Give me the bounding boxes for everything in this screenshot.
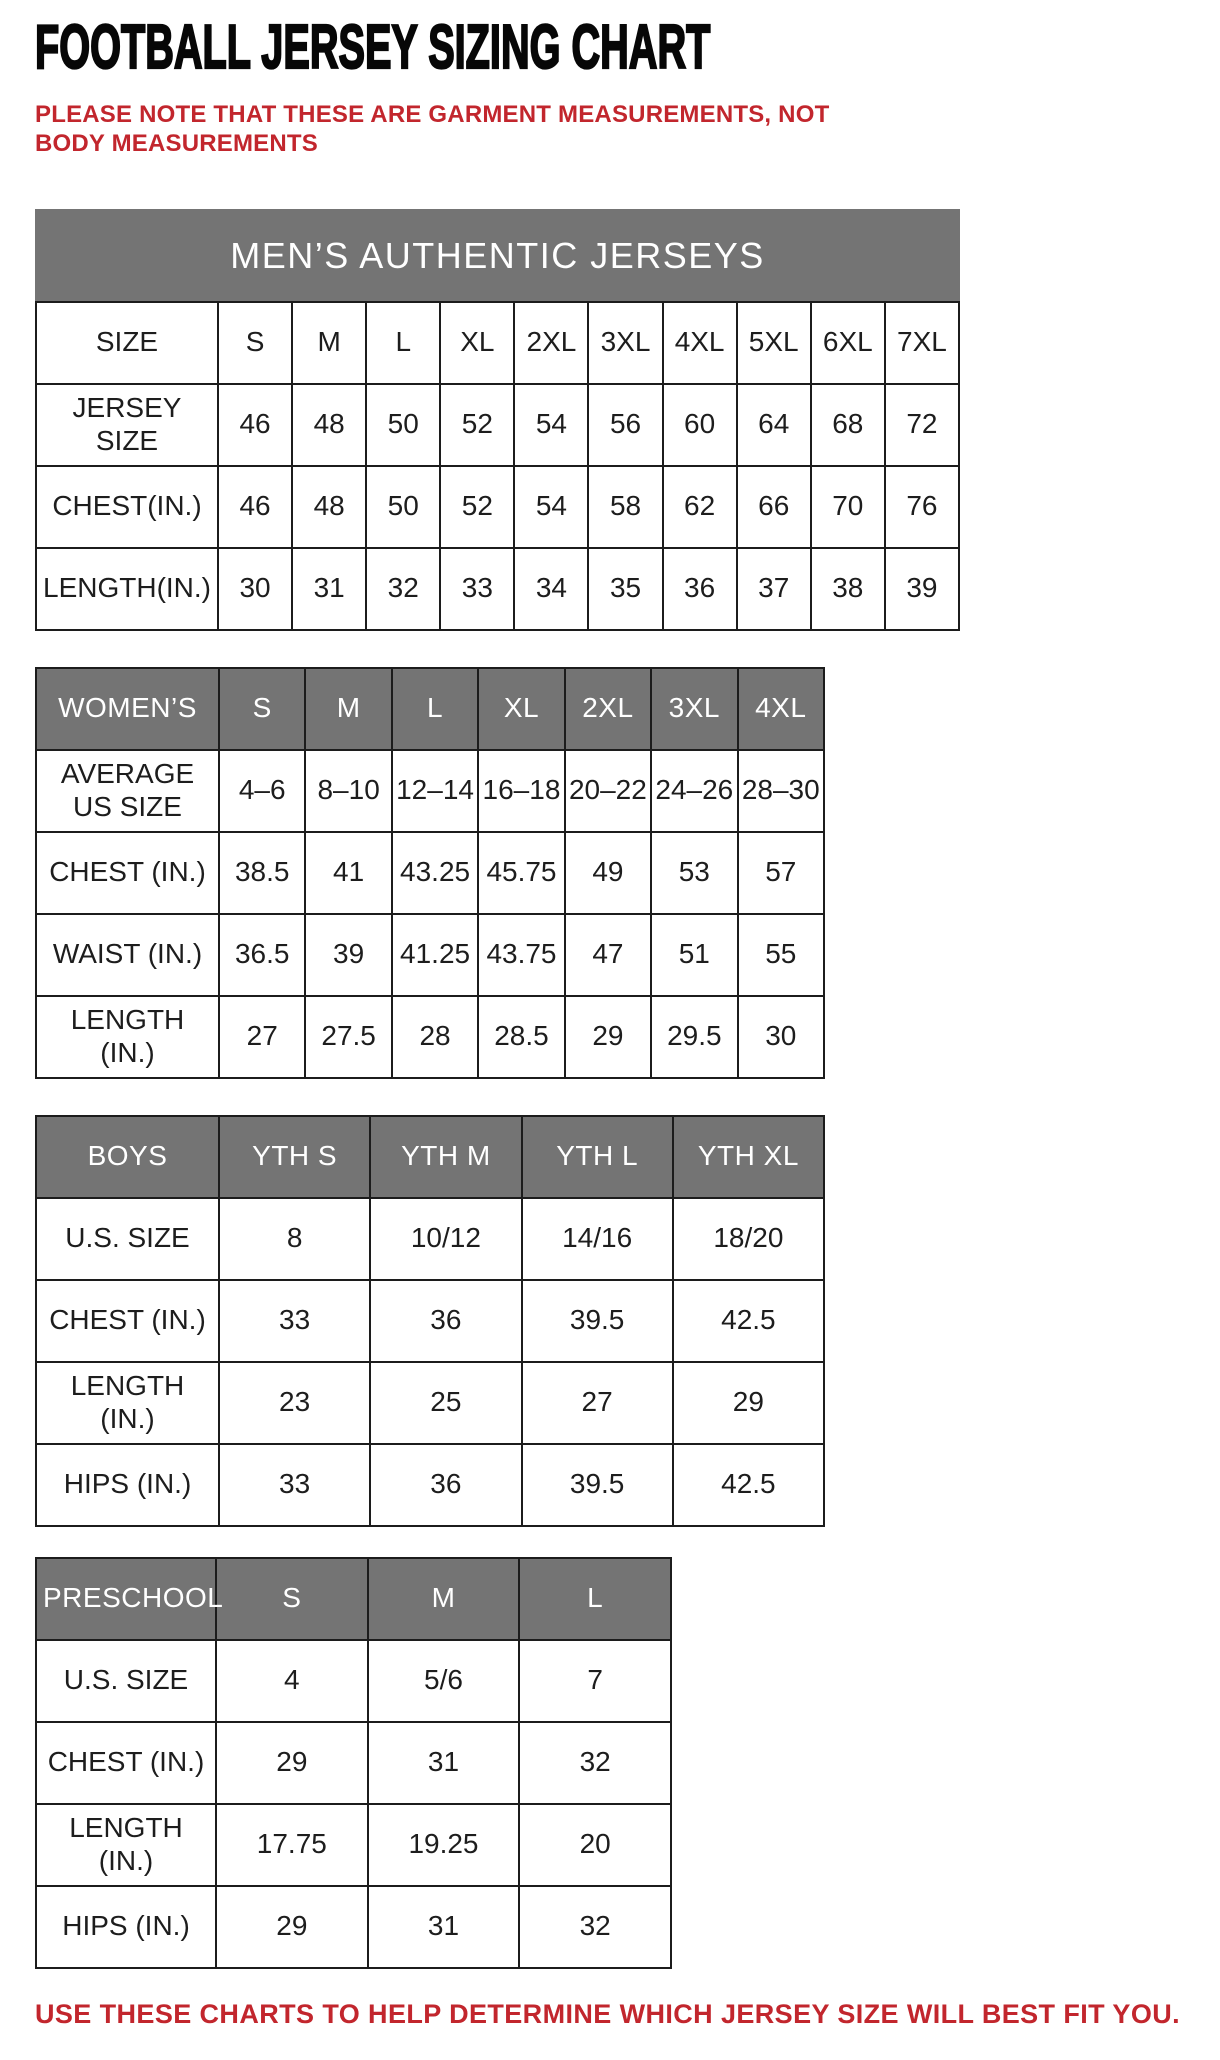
size-header-cell: 2XL bbox=[514, 302, 588, 384]
value-cell: 18/20 bbox=[673, 1198, 824, 1280]
mens-authentic-jerseys-table bbox=[35, 209, 960, 631]
page-title bbox=[35, 13, 1185, 82]
size-header-cell: 7XL bbox=[885, 302, 959, 384]
value-cell: 76 bbox=[885, 466, 959, 548]
value-cell: 29 bbox=[673, 1362, 824, 1444]
value-cell: 49 bbox=[565, 832, 651, 914]
boys-hips-row bbox=[36, 1444, 824, 1526]
value-cell: 54 bbox=[514, 466, 588, 548]
mens-size-row bbox=[36, 302, 959, 384]
size-header-cell: 5XL bbox=[737, 302, 811, 384]
value-cell: 27 bbox=[522, 1362, 673, 1444]
value-cell: 5/6 bbox=[368, 1640, 520, 1722]
value-cell: 57 bbox=[738, 832, 824, 914]
row-label: HIPS (IN.) bbox=[36, 1886, 216, 1968]
value-cell: 4–6 bbox=[219, 750, 305, 832]
size-header-cell: M bbox=[305, 668, 391, 750]
size-header-cell: XL bbox=[440, 302, 514, 384]
womens-header-row bbox=[36, 668, 824, 750]
value-cell: 33 bbox=[219, 1280, 370, 1362]
value-cell: 52 bbox=[440, 466, 514, 548]
preschool-us-size-row bbox=[36, 1640, 671, 1722]
page-title-text: FOOTBALL JERSEY SIZING CHART bbox=[35, 13, 711, 82]
mens-jersey-size-row bbox=[36, 384, 959, 466]
value-cell: 39.5 bbox=[522, 1444, 673, 1526]
value-cell: 32 bbox=[519, 1722, 671, 1804]
size-header-cell: YTH L bbox=[522, 1116, 673, 1198]
mens-banner-row bbox=[36, 210, 959, 302]
value-cell: 60 bbox=[663, 384, 737, 466]
value-cell: 47 bbox=[565, 914, 651, 996]
value-cell: 31 bbox=[292, 548, 366, 630]
value-cell: 62 bbox=[663, 466, 737, 548]
value-cell: 45.75 bbox=[478, 832, 564, 914]
value-cell: 41 bbox=[305, 832, 391, 914]
value-cell: 39.5 bbox=[522, 1280, 673, 1362]
boys-us-size-row bbox=[36, 1198, 824, 1280]
value-cell: 16–18 bbox=[478, 750, 564, 832]
size-header-cell: 3XL bbox=[588, 302, 662, 384]
value-cell: 25 bbox=[370, 1362, 521, 1444]
preschool-hips-row bbox=[36, 1886, 671, 1968]
size-header-cell: L bbox=[366, 302, 440, 384]
size-header-cell: M bbox=[292, 302, 366, 384]
value-cell: 35 bbox=[588, 548, 662, 630]
row-label: U.S. SIZE bbox=[36, 1198, 219, 1280]
boys-header-row bbox=[36, 1116, 824, 1198]
row-label: SIZE bbox=[36, 302, 218, 384]
size-header-cell: L bbox=[519, 1558, 671, 1640]
value-cell: 27 bbox=[219, 996, 305, 1078]
size-header-cell: 4XL bbox=[663, 302, 737, 384]
size-header-cell: YTH M bbox=[370, 1116, 521, 1198]
value-cell: 43.75 bbox=[478, 914, 564, 996]
value-cell: 31 bbox=[368, 1886, 520, 1968]
value-cell: 39 bbox=[305, 914, 391, 996]
value-cell: 50 bbox=[366, 384, 440, 466]
value-cell: 32 bbox=[519, 1886, 671, 1968]
value-cell: 42.5 bbox=[673, 1444, 824, 1526]
row-label: HIPS (IN.) bbox=[36, 1444, 219, 1526]
size-header-cell: YTH S bbox=[219, 1116, 370, 1198]
mens-chest-row bbox=[36, 466, 959, 548]
row-label: CHEST (IN.) bbox=[36, 832, 219, 914]
value-cell: 66 bbox=[737, 466, 811, 548]
value-cell: 41.25 bbox=[392, 914, 478, 996]
value-cell: 37 bbox=[737, 548, 811, 630]
size-header-cell: YTH XL bbox=[673, 1116, 824, 1198]
value-cell: 4 bbox=[216, 1640, 368, 1722]
value-cell: 31 bbox=[368, 1722, 520, 1804]
preschool-header-row bbox=[36, 1558, 671, 1640]
row-label: U.S. SIZE bbox=[36, 1640, 216, 1722]
row-label: CHEST(IN.) bbox=[36, 466, 218, 548]
value-cell: 14/16 bbox=[522, 1198, 673, 1280]
value-cell: 42.5 bbox=[673, 1280, 824, 1362]
value-cell: 36.5 bbox=[219, 914, 305, 996]
value-cell: 8–10 bbox=[305, 750, 391, 832]
boys-length-row bbox=[36, 1362, 824, 1444]
preschool-length-row bbox=[36, 1804, 671, 1886]
row-label: JERSEY SIZE bbox=[36, 384, 218, 466]
value-cell: 39 bbox=[885, 548, 959, 630]
value-cell: 46 bbox=[218, 384, 292, 466]
footer-note: USE THESE CHARTS TO HELP DETERMINE WHICH JERSEY SIZE WILL BEST FIT YOU. bbox=[35, 1998, 1181, 2029]
row-label: CHEST (IN.) bbox=[36, 1280, 219, 1362]
value-cell: 56 bbox=[588, 384, 662, 466]
value-cell: 54 bbox=[514, 384, 588, 466]
value-cell: 58 bbox=[588, 466, 662, 548]
boys-table-title: BOYS bbox=[36, 1116, 219, 1198]
value-cell: 20 bbox=[519, 1804, 671, 1886]
value-cell: 55 bbox=[738, 914, 824, 996]
value-cell: 8 bbox=[219, 1198, 370, 1280]
row-label: AVERAGE US SIZE bbox=[36, 750, 219, 832]
value-cell: 12–14 bbox=[392, 750, 478, 832]
value-cell: 64 bbox=[737, 384, 811, 466]
value-cell: 24–26 bbox=[651, 750, 737, 832]
value-cell: 50 bbox=[366, 466, 440, 548]
womens-table bbox=[35, 667, 825, 1079]
value-cell: 53 bbox=[651, 832, 737, 914]
value-cell: 52 bbox=[440, 384, 514, 466]
value-cell: 7 bbox=[519, 1640, 671, 1722]
row-label: LENGTH (IN.) bbox=[36, 996, 219, 1078]
row-label: WAIST (IN.) bbox=[36, 914, 219, 996]
womens-chest-row bbox=[36, 832, 824, 914]
value-cell: 51 bbox=[651, 914, 737, 996]
size-header-cell: 4XL bbox=[738, 668, 824, 750]
size-header-cell: 3XL bbox=[651, 668, 737, 750]
value-cell: 72 bbox=[885, 384, 959, 466]
value-cell: 33 bbox=[219, 1444, 370, 1526]
womens-table-title: WOMEN’S bbox=[36, 668, 219, 750]
value-cell: 68 bbox=[811, 384, 885, 466]
value-cell: 36 bbox=[663, 548, 737, 630]
size-header-cell: S bbox=[216, 1558, 368, 1640]
row-label: CHEST (IN.) bbox=[36, 1722, 216, 1804]
preschool-chest-row bbox=[36, 1722, 671, 1804]
value-cell: 43.25 bbox=[392, 832, 478, 914]
value-cell: 23 bbox=[219, 1362, 370, 1444]
value-cell: 17.75 bbox=[216, 1804, 368, 1886]
value-cell: 70 bbox=[811, 466, 885, 548]
value-cell: 36 bbox=[370, 1280, 521, 1362]
size-header-cell: M bbox=[368, 1558, 520, 1640]
value-cell: 29 bbox=[216, 1886, 368, 1968]
mens-table-banner: MEN’S AUTHENTIC JERSEYS bbox=[36, 210, 959, 302]
mens-length-row bbox=[36, 548, 959, 630]
value-cell: 10/12 bbox=[370, 1198, 521, 1280]
size-header-cell: L bbox=[392, 668, 478, 750]
value-cell: 29 bbox=[565, 996, 651, 1078]
value-cell: 48 bbox=[292, 466, 366, 548]
value-cell: 38.5 bbox=[219, 832, 305, 914]
preschool-table-title: PRESCHOOL bbox=[36, 1558, 216, 1640]
row-label: LENGTH (IN.) bbox=[36, 1804, 216, 1886]
value-cell: 28 bbox=[392, 996, 478, 1078]
value-cell: 30 bbox=[738, 996, 824, 1078]
value-cell: 27.5 bbox=[305, 996, 391, 1078]
size-header-cell: S bbox=[218, 302, 292, 384]
row-label: LENGTH(IN.) bbox=[36, 548, 218, 630]
value-cell: 38 bbox=[811, 548, 885, 630]
womens-us-size-row bbox=[36, 750, 824, 832]
value-cell: 34 bbox=[514, 548, 588, 630]
value-cell: 46 bbox=[218, 466, 292, 548]
size-header-cell: XL bbox=[478, 668, 564, 750]
value-cell: 19.25 bbox=[368, 1804, 520, 1886]
value-cell: 29 bbox=[216, 1722, 368, 1804]
value-cell: 33 bbox=[440, 548, 514, 630]
row-label: LENGTH (IN.) bbox=[36, 1362, 219, 1444]
value-cell: 20–22 bbox=[565, 750, 651, 832]
womens-waist-row bbox=[36, 914, 824, 996]
value-cell: 30 bbox=[218, 548, 292, 630]
size-header-cell: 2XL bbox=[565, 668, 651, 750]
value-cell: 28–30 bbox=[738, 750, 824, 832]
value-cell: 32 bbox=[366, 548, 440, 630]
garment-measurements-note: PLEASE NOTE THAT THESE ARE GARMENT MEASUREMENTS, NOT BODY MEASUREMENTS bbox=[35, 101, 830, 158]
preschool-table bbox=[35, 1557, 672, 1969]
size-header-cell: S bbox=[219, 668, 305, 750]
size-header-cell: 6XL bbox=[811, 302, 885, 384]
value-cell: 36 bbox=[370, 1444, 521, 1526]
boys-chest-row bbox=[36, 1280, 824, 1362]
value-cell: 29.5 bbox=[651, 996, 737, 1078]
womens-length-row bbox=[36, 996, 824, 1078]
boys-table bbox=[35, 1115, 825, 1527]
value-cell: 28.5 bbox=[478, 996, 564, 1078]
value-cell: 48 bbox=[292, 384, 366, 466]
